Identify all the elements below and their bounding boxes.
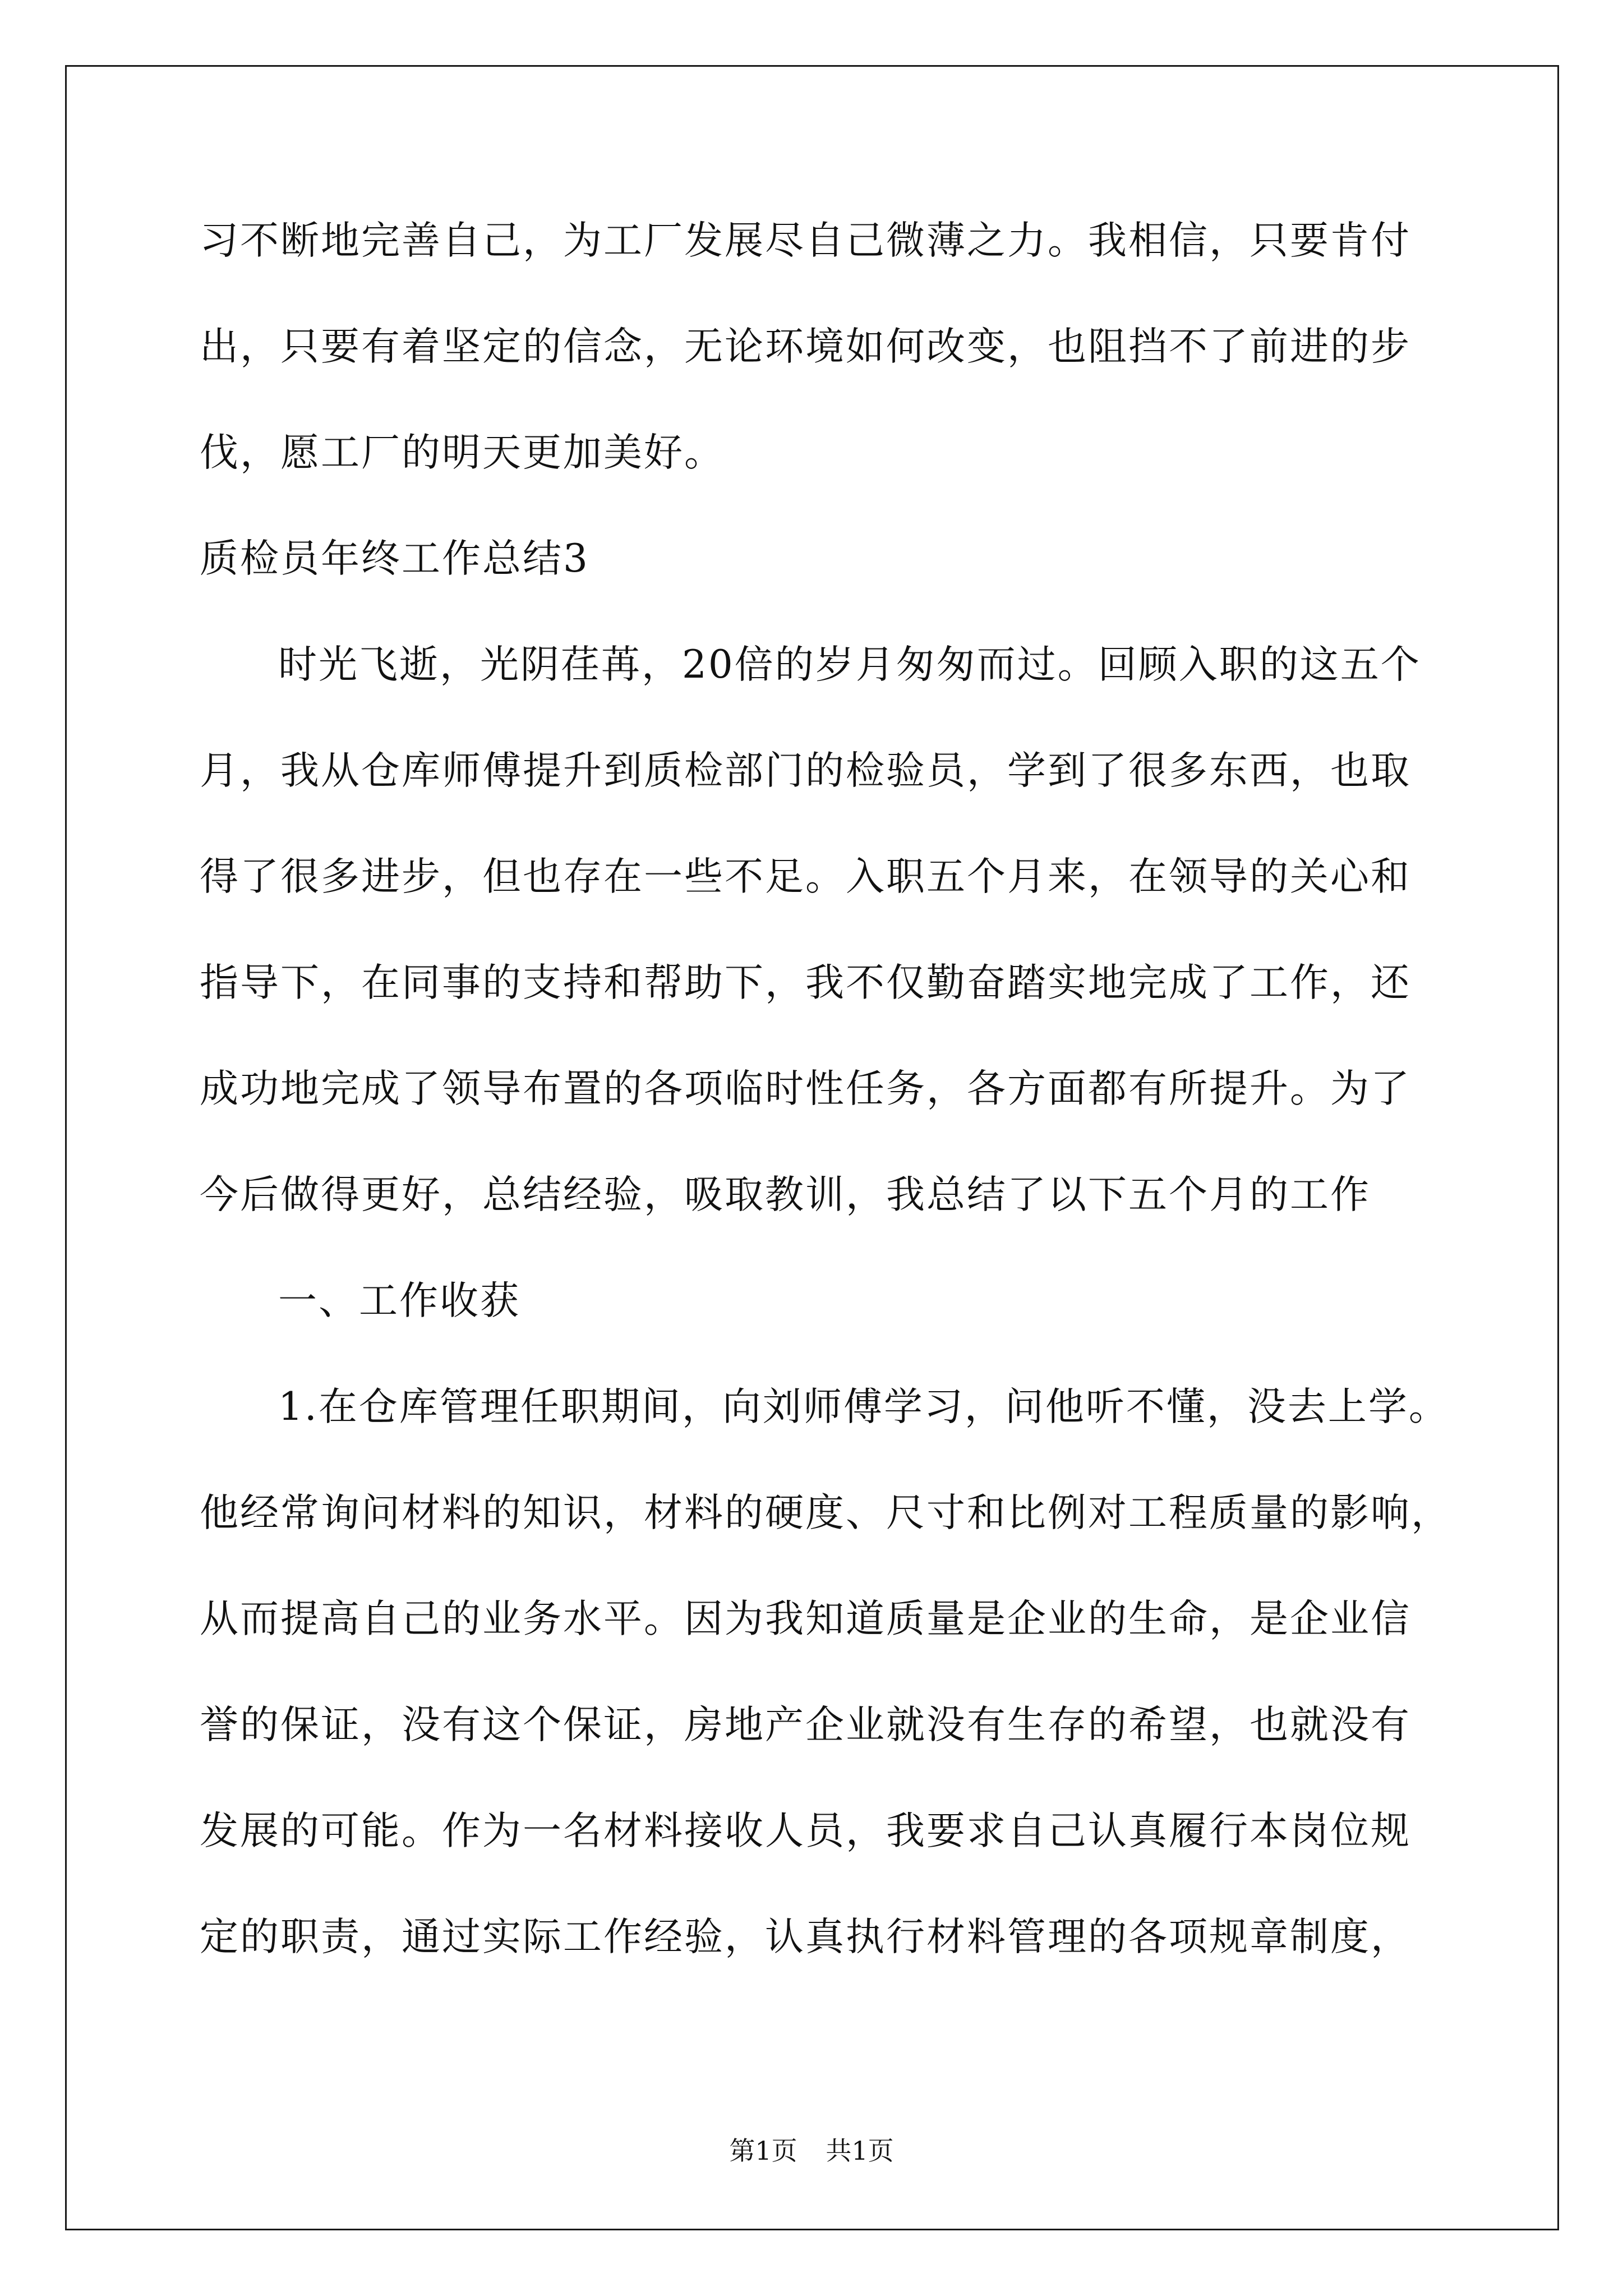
paragraph-line: 誉的保证，没有这个保证，房地产企业就没有生存的希望，也就没有 [200,1703,1411,1747]
paragraph-line: 发展的可能。作为一名材料接收人员，我要求自己认真履行本岗位规 [200,1809,1411,1853]
paragraph-line: 他经常询问材料的知识，材料的硬度、尺寸和比例对工程质量的影响， [200,1490,1451,1535]
paragraph-line: 伐，愿工厂的明天更加美好。 [200,430,725,475]
paragraph-line: 定的职责，通过实际工作经验，认真执行材料管理的各项规章制度， [200,1915,1411,1959]
paragraph-line: 出，只要有着坚定的信念，无论环境如何改变，也阻挡不了前进的步 [200,324,1411,369]
paragraph-line: 时光飞逝，光阴荏苒，20倍的岁月匆匆而过。回顾入职的这五个 [278,642,1421,687]
page-number-current: 第1页 [729,2136,797,2166]
paragraph-line: 从而提高自己的业务水平。因为我知道质量是企业的生命，是企业信 [200,1596,1411,1641]
paragraph-line: 1.在仓库管理任职期间，向刘师傅学习，问他听不懂，没去上学。 [278,1384,1449,1429]
paragraph-line: 今后做得更好，总结经验，吸取教训，我总结了以下五个月的工作 [200,1172,1371,1217]
paragraph-line: 得了很多进步，但也存在一些不足。入职五个月来，在领导的关心和 [200,854,1411,899]
section-title: 质检员年终工作总结3 [200,536,589,581]
paragraph-line: 习不断地完善自己，为工厂发展尽自己微薄之力。我相信，只要肯付 [200,218,1411,263]
document-body [200,218,1451,2021]
paragraph-line: 指导下，在同事的支持和帮助下，我不仅勤奋踏实地完成了工作，还 [200,960,1411,1005]
page-footer [0,2131,1623,2168]
page-number-total: 共1页 [826,2136,894,2166]
paragraph-line: 成功地完成了领导布置的各项临时性任务，各方面都有所提升。为了 [200,1066,1411,1111]
paragraph-line: 月，我从仓库师傅提升到质检部门的检验员，学到了很多东西，也取 [200,748,1411,793]
section-heading: 一、工作收获 [278,1278,520,1323]
